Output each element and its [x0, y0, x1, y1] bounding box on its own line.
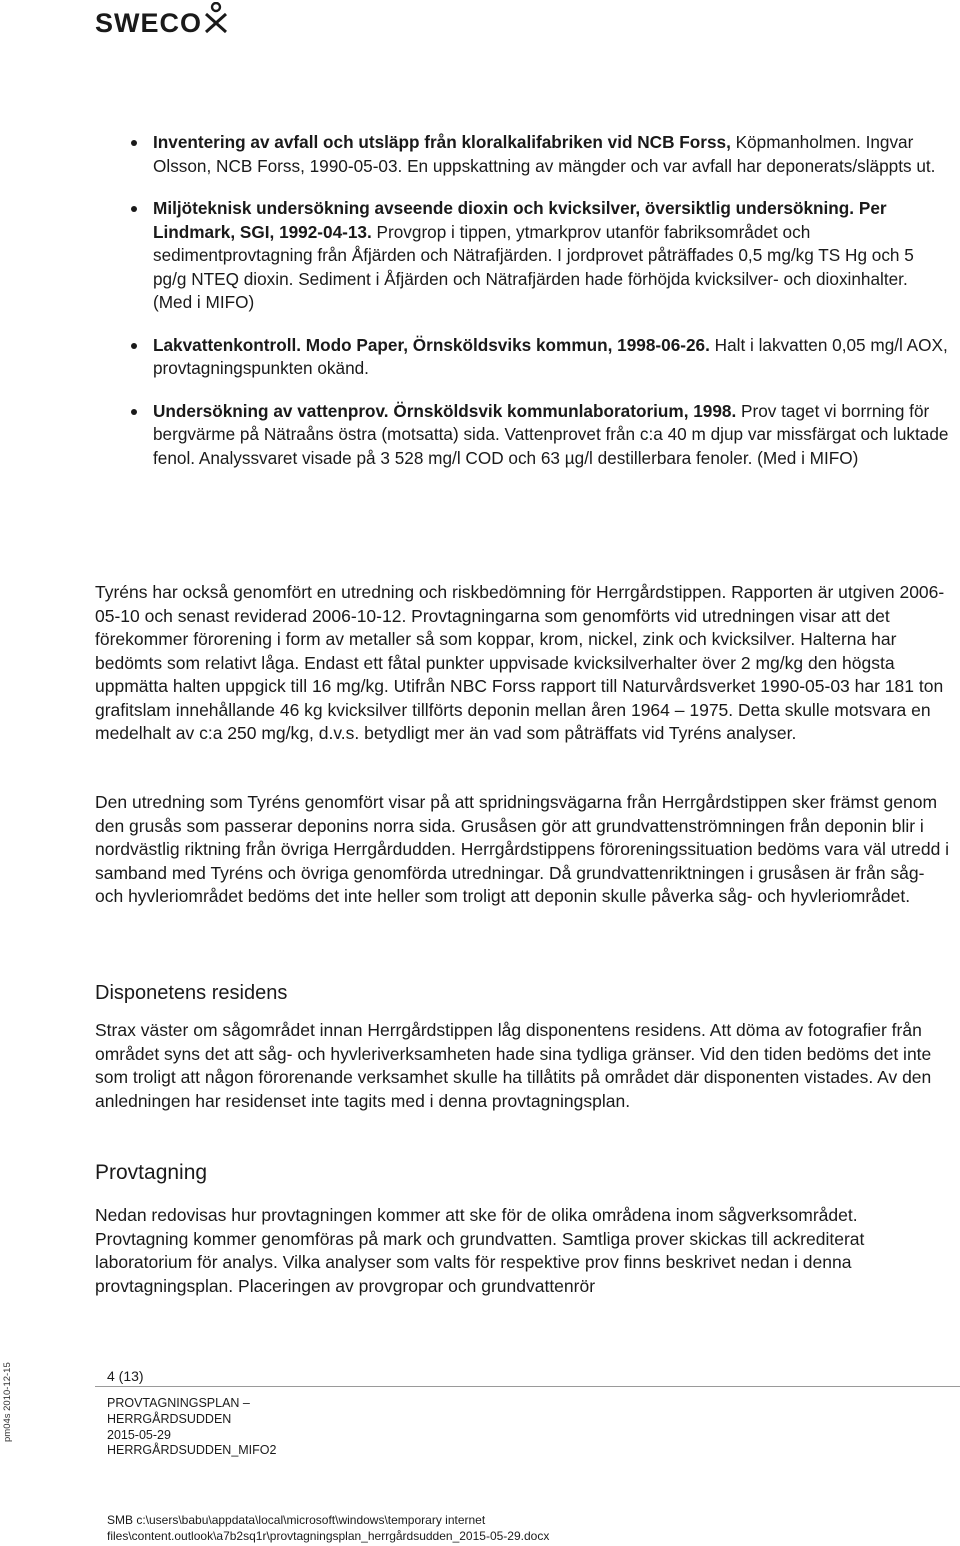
sweco-logo [95, 8, 228, 39]
file-path-line: files\content.outlook\a7b2sq1r\provtagningsplan_herrgårdsudden_2015-05-29.docx [107, 1528, 550, 1543]
paragraph-spreading-paths: Den utredning som Tyréns genomfört visar på att spridningsvägarna från Herrgårdstippen sker främst genom den grusås som passerar deponins norra sida. Grusåsen gör att grundvattenströmningen från deponin blir i nordvästlig riktning från övriga Herrgårdudden. Herrgårdstippens föroreningssituation bedöms vara väl utredd i samband med Tyréns och övriga genomförda utredningar. Då grundvattenriktningen i grusåsen är från såg- och hyvleriområdet bedöms det inte heller som troligt att deponin skulle påverka såg- och hyvleriområdet. [95, 792, 950, 906]
list-item [130, 400, 950, 471]
item-text: Halt i lakvatten 0,05 mg/l AOX, provtagningspunkten okänd. [153, 334, 948, 378]
footer-divider [95, 1386, 960, 1387]
list-item [130, 334, 950, 381]
file-path [107, 1513, 549, 1544]
item-title: Miljöteknisk undersökning avseende dioxin och kvicksilver, översiktlig undersökning. Per Lindmark, SGI, 1992-04-13. [153, 198, 887, 242]
reference-list [130, 131, 950, 489]
bullet-icon [131, 140, 137, 146]
section-heading-provtagning: Provtagning [95, 1161, 208, 1184]
logo-wordmark: SWECO [95, 8, 203, 38]
item-text: Provgrop i tippen, ytmarkprov utanför fabriksområdet och sedimentprovtagning från Åfjärden och Nätrafjärden. I jordprovet påträffades 0,5 mg/kg TS Hg och 5 pg/g NTEQ dioxin. Sediment i Åfjärden och Nätrafjärden hade förhöjda kvicksilver- och dioxinhalter. (Med i MIFO) [153, 221, 914, 312]
paragraph-residens: Strax väster om sågområdet innan Herrgårdstippen låg disponentens residens. Att döma av fotografier från området syns det att såg- och hyvleriverksamheten hade sina tydliga gränser. Vid den tiden bedöms det inte som troligt att någon förorenande verksamhet skulle ha tillåtits på området där disponenten vistades. Av den anledningen har residenset inte tagits med i denna provtagningsplan. [95, 1020, 932, 1111]
sweco-figure-icon [204, 2, 228, 36]
document-info [107, 1396, 276, 1459]
bullet-icon [131, 409, 137, 415]
doc-date: 2015-05-29 [107, 1427, 171, 1442]
item-text: Prov taget vi borrning för bergvärme på Nätraåns östra (motsatta) sida. Vattenprovet från c:a 40 m djup var missfärgat och luktade fenol. Analyssvaret visade på 3 528 mg/l COD och 63 µg/l destillerbara fenoler. (Med i MIFO) [153, 400, 949, 468]
list-item [130, 197, 950, 315]
doc-id: HERRGÅRDSUDDEN_MIFO2 [107, 1443, 277, 1458]
item-title: Inventering av avfall och utsläpp från kloralkalifabriken vid NCB Forss, [153, 132, 731, 152]
bullet-icon [131, 206, 137, 212]
bullet-icon [131, 343, 137, 349]
item-title: Undersökning av vattenprov. Örnsköldsvik kommunlaboratorium, 1998. [153, 400, 737, 421]
template-version: pm04s 2010-12-15 [2, 1362, 13, 1442]
list-item [130, 131, 950, 178]
doc-site: HERRGÅRDSUDDEN [107, 1411, 232, 1426]
file-path-line: SMB c:\users\babu\appdata\local\microsoft\windows\temporary internet [107, 1513, 486, 1527]
paragraph-provtagning: Nedan redovisas hur provtagningen kommer att ske för de olika områdena inom sågverksområdet. Provtagning kommer genomföras på mark och grundvatten. Samtliga prover skickas till ackrediterat laboratorium för analys. Vilka analyser som valts för respektive prov finns beskrivet nedan i denna provtagningsplan. Placeringen av provgropar och grundvattenrör [95, 1205, 865, 1296]
item-text: Köpmanholmen. Ingvar Olsson, NCB Forss, 1990-05-03. En uppskattning av mängder och var avfall har deponerats/släppts ut. [153, 132, 936, 176]
section-heading-residens: Disponetens residens [95, 982, 288, 1004]
doc-title: PROVTAGNINGSPLAN – [107, 1396, 250, 1410]
paragraph-tyrens-investigation: Tyréns har också genomfört en utredning och riskbedömning för Herrgårdstippen. Rapporten är utgiven 2006-05-10 och senast reviderad 2006-10-12. Provtagningarna som genomförts vid utredningen visar att det förekommer förorening i form av metaller så som koppar, krom, nickel, zink och kvicksilver. Halterna har bedömts som relativt låga. Endast ett fåtal punkter uppvisade kvicksilverhalter över 2 mg/kg den högsta uppmätta halten uppgick till 16 mg/kg. Utifrån NBC Forss rapport till Naturvårdsverket 1990-05-03 har 181 ton grafitslam innehållande 46 kg kvicksilver tillförts deponin mellan åren 1964 – 1975. Detta skulle motsvara en medelhalt av c:a 250 mg/kg, d.v.s. betydligt mer än vad som påträffats vid Tyréns analyser. [95, 582, 945, 743]
item-title: Lakvattenkontroll. Modo Paper, Örnsköldsviks kommun, 1998-06-26. [153, 334, 710, 355]
page-number: 4 (13) [107, 1368, 144, 1384]
